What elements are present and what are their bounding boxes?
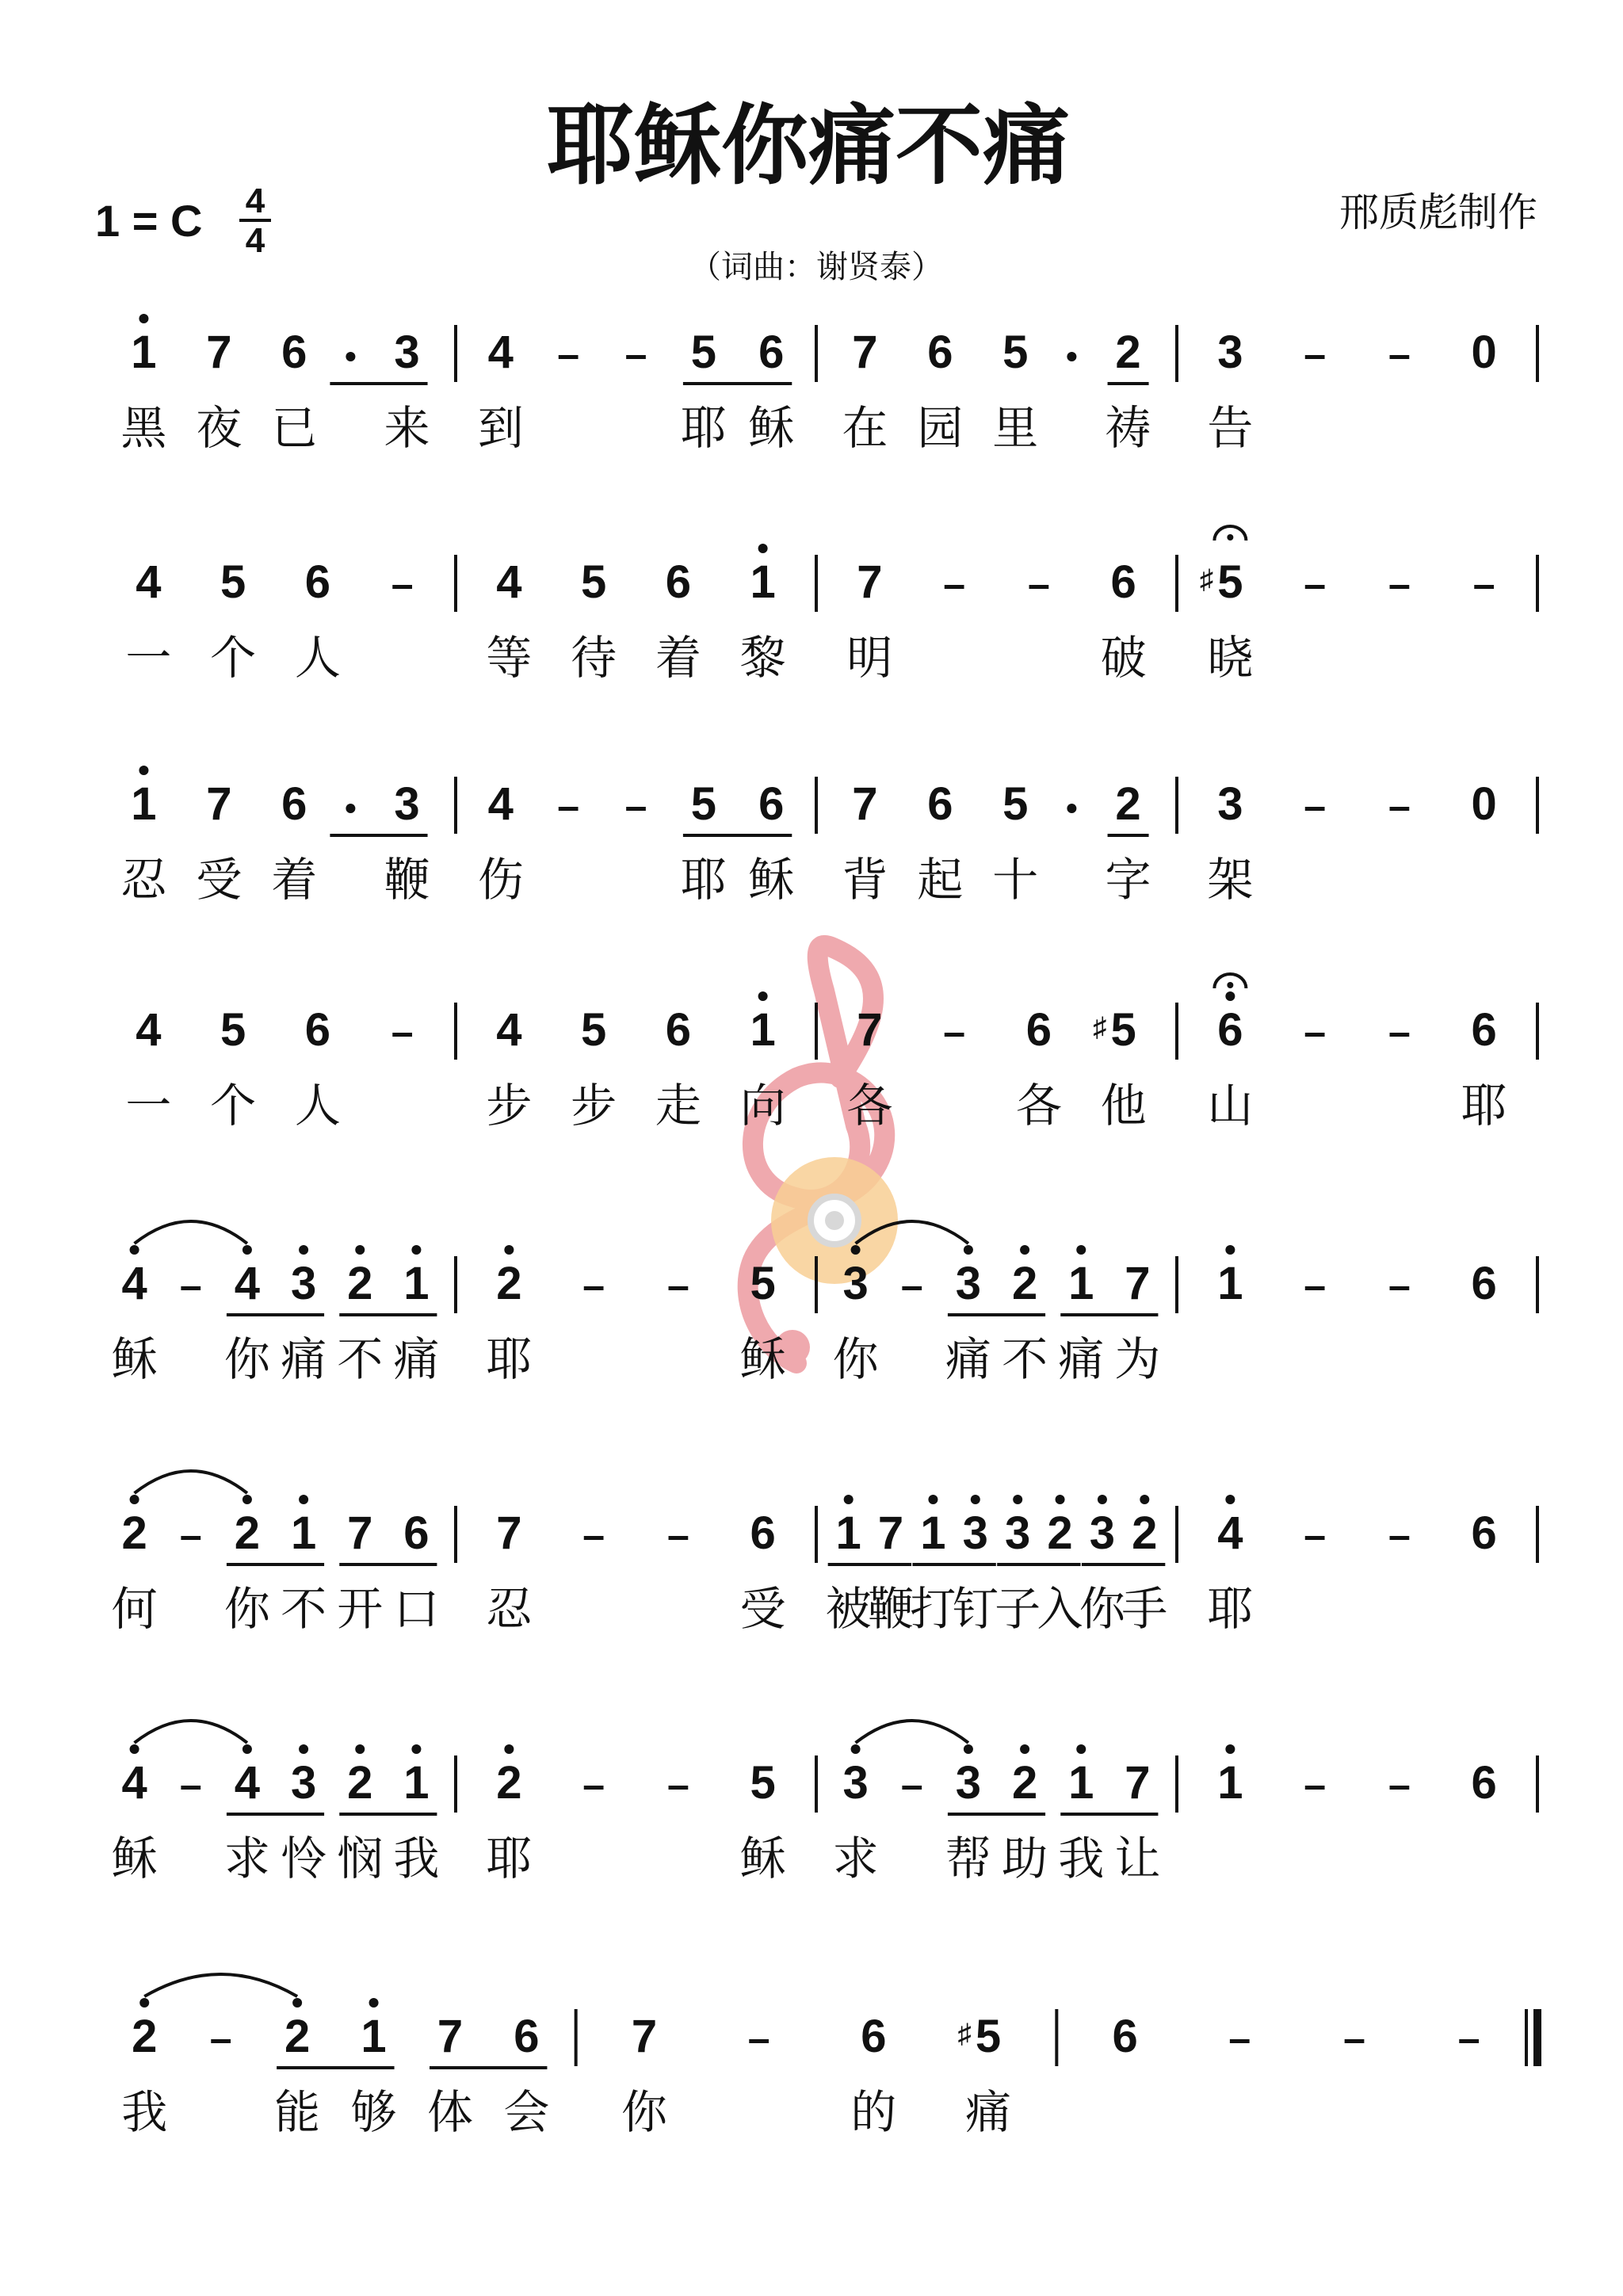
note: 3 — [394, 327, 420, 378]
lyric-char: 手 — [1121, 1582, 1168, 1636]
lyric-char: 不 — [281, 1582, 327, 1636]
high-octave-dot — [299, 1495, 308, 1504]
note: 5 — [1002, 778, 1029, 830]
sharp-sign: ♯ — [1199, 564, 1213, 594]
dash-note: – — [179, 1263, 202, 1308]
lyric-char: 求 — [223, 1832, 270, 1885]
dash-note: – — [209, 2016, 232, 2061]
dash-note: – — [1304, 784, 1327, 828]
note: 6 — [1110, 556, 1136, 608]
note: 6 — [1471, 1258, 1497, 1309]
lyric-char: 个 — [210, 1079, 257, 1133]
high-octave-dot — [504, 1744, 514, 1754]
lyric-char: 到 — [477, 401, 524, 455]
lyric-char: 伤 — [477, 853, 524, 907]
time-signature-bottom: 4 — [245, 221, 265, 260]
note: 4 — [121, 1757, 147, 1809]
note: 3 — [962, 1507, 988, 1559]
note: 3 — [955, 1258, 982, 1309]
lyric-char: 架 — [1207, 853, 1254, 907]
lyric-char: 稣 — [748, 853, 795, 907]
high-octave-dot — [851, 1245, 861, 1255]
dash-note: – — [666, 1763, 689, 1807]
dash-note: – — [1388, 562, 1411, 606]
lyric-char: 里 — [992, 401, 1039, 455]
dash-note: – — [179, 1763, 202, 1807]
note: 7 — [857, 1004, 883, 1056]
high-octave-dot — [1225, 1495, 1235, 1504]
dash-note: – — [1388, 1763, 1411, 1807]
high-octave-dot — [299, 1245, 308, 1255]
credit-text: （词曲：谢贤泰） — [689, 249, 943, 285]
high-octave-dot — [504, 1245, 514, 1255]
note: 4 — [496, 556, 522, 608]
note: 3 — [1217, 778, 1243, 830]
high-octave-dot — [1225, 991, 1235, 1001]
note: 6 — [927, 327, 953, 378]
high-octave-dot — [971, 1495, 980, 1504]
lyric-char: 不 — [337, 1332, 384, 1386]
dash-note: – — [391, 1010, 414, 1054]
dash-note: – — [900, 1763, 923, 1807]
high-octave-dot — [928, 1495, 938, 1504]
note: 7 — [631, 2011, 658, 2062]
lyric-char: 子 — [995, 1582, 1041, 1636]
high-octave-dot — [1013, 1495, 1022, 1504]
note: 2 — [347, 1757, 373, 1809]
high-octave-dot — [242, 1245, 252, 1255]
note: 4 — [136, 556, 162, 608]
note: 1 — [1217, 1258, 1243, 1309]
lyric-char: 帮 — [945, 1832, 991, 1885]
tie-arc — [135, 1471, 247, 1493]
lyric-char: 耶 — [680, 853, 727, 907]
dash-note: – — [1457, 2016, 1480, 2061]
lyric-char: 各 — [846, 1079, 893, 1133]
note: 7 — [877, 1507, 904, 1559]
lyric-char: 你 — [223, 1332, 270, 1386]
note: 1 — [750, 556, 776, 608]
note: 2 — [1011, 1757, 1038, 1809]
lyric-char: 受 — [739, 1582, 786, 1636]
note: 1 — [131, 778, 157, 830]
lyric-char: 体 — [426, 2085, 474, 2139]
lyric-char: 会 — [503, 2085, 550, 2139]
high-octave-dot — [299, 1744, 308, 1754]
lyric-char: 破 — [1100, 631, 1147, 685]
high-octave-dot — [369, 1998, 379, 2008]
lyric-char: 打 — [910, 1582, 957, 1636]
fermata-dot — [1227, 534, 1233, 541]
note: 2 — [284, 2011, 311, 2062]
note: 6 — [1217, 1004, 1243, 1056]
lyric-char: 开 — [337, 1582, 384, 1636]
note: 6 — [750, 1507, 776, 1559]
dash-note: – — [1304, 1010, 1327, 1054]
lyric-char: 痛 — [281, 1332, 327, 1386]
note: 1 — [403, 1757, 430, 1809]
high-octave-dot — [1020, 1245, 1029, 1255]
note: 4 — [487, 327, 514, 378]
tie-arc — [135, 1221, 247, 1244]
dash-note: – — [1388, 1513, 1411, 1557]
note: 1 — [835, 1507, 861, 1559]
lyric-char: 稣 — [111, 1332, 158, 1386]
tie-arc — [144, 1974, 297, 1996]
note: 4 — [234, 1757, 261, 1809]
lyric-char: 悯 — [337, 1832, 384, 1885]
note: 4 — [496, 1004, 522, 1056]
lyric-char: 鞭 — [868, 1582, 915, 1636]
lyric-char: 你 — [1079, 1582, 1125, 1636]
song-title: 耶稣你痛不痛 — [547, 95, 1070, 197]
dash-note: – — [1304, 1763, 1327, 1807]
note: 5 — [1217, 556, 1243, 608]
note: 5 — [690, 327, 717, 378]
tie-arc — [135, 1721, 247, 1743]
lyric-char: 受 — [196, 853, 242, 907]
lyric-char: 在 — [842, 401, 888, 455]
high-octave-dot — [139, 766, 148, 775]
note: 2 — [132, 2011, 158, 2062]
lyric-char: 忍 — [120, 853, 167, 907]
high-octave-dot — [242, 1495, 252, 1504]
lyric-char: 何 — [111, 1582, 158, 1636]
lyric-char: 着 — [271, 853, 318, 907]
note: 7 — [437, 2011, 464, 2062]
note: 5 — [975, 2011, 1002, 2062]
sharp-sign: ♯ — [1093, 1012, 1107, 1042]
high-octave-dot — [1140, 1495, 1149, 1504]
note: 5 — [220, 556, 246, 608]
lyric-char: 我 — [1058, 1832, 1105, 1885]
note: 4 — [136, 1004, 162, 1056]
lyric-char: 痛 — [393, 1332, 440, 1386]
note: 3 — [394, 778, 420, 830]
lyric-char: 着 — [655, 631, 701, 685]
lyric-char: 耶 — [1461, 1079, 1507, 1133]
note: 6 — [1025, 1004, 1052, 1056]
high-octave-dot — [1225, 1245, 1235, 1255]
dash-note: – — [1388, 1010, 1411, 1054]
lyric-char: 鞭 — [384, 853, 430, 907]
lyric-char: 你 — [621, 2085, 668, 2139]
lyric-char: 痛 — [945, 1332, 991, 1386]
note: 6 — [1112, 2011, 1138, 2062]
note: 1 — [750, 1004, 776, 1056]
high-octave-dot — [355, 1744, 365, 1754]
note: 3 — [842, 1757, 869, 1809]
note: 2 — [234, 1507, 261, 1559]
high-octave-dot — [1056, 1495, 1065, 1504]
tie-arc — [856, 1721, 968, 1743]
note: 6 — [1471, 1004, 1497, 1056]
lyric-char: 明 — [846, 631, 893, 685]
lyric-char: 稣 — [739, 1832, 786, 1885]
note: 1 — [920, 1507, 946, 1559]
dash-note: – — [1304, 1263, 1327, 1308]
sharp-sign: ♯ — [957, 2019, 972, 2049]
note: 2 — [496, 1258, 522, 1309]
lyric-char: 稣 — [739, 1332, 786, 1386]
lyric-char: 夜 — [196, 401, 242, 455]
note: 6 — [304, 556, 331, 608]
lyric-char: 求 — [832, 1832, 879, 1885]
dash-note: – — [666, 1513, 689, 1557]
note: 5 — [1002, 327, 1029, 378]
note: 1 — [131, 327, 157, 378]
dash-note: – — [1388, 332, 1411, 376]
lyric-char: 步 — [486, 1079, 533, 1133]
note: 7 — [1125, 1258, 1151, 1309]
lyric-char: 痛 — [964, 2085, 1012, 2139]
lyric-char: 的 — [850, 2085, 897, 2139]
lyric-char: 不 — [1002, 1332, 1048, 1386]
dash-note: – — [1388, 1263, 1411, 1308]
dash-note: – — [582, 1513, 605, 1557]
dash-note: – — [943, 562, 966, 606]
dash-note: – — [582, 1763, 605, 1807]
note: 5 — [750, 1757, 776, 1809]
lyric-char: 一 — [125, 1079, 172, 1133]
lyric-char: 字 — [1105, 853, 1151, 907]
high-octave-dot — [411, 1245, 421, 1255]
lyric-char: 耶 — [486, 1832, 533, 1885]
duration-dot — [346, 352, 355, 361]
dash-note: – — [1304, 1513, 1327, 1557]
note: 3 — [290, 1258, 317, 1309]
dash-note: – — [1304, 562, 1327, 606]
note: 6 — [861, 2011, 887, 2062]
high-octave-dot — [355, 1245, 365, 1255]
dash-note: – — [391, 562, 414, 606]
lyric-char: 耶 — [680, 401, 727, 455]
duration-dot — [346, 804, 355, 813]
note: 6 — [304, 1004, 331, 1056]
high-octave-dot — [130, 1495, 139, 1504]
note: 6 — [514, 2011, 540, 2062]
note: 5 — [580, 1004, 607, 1056]
high-octave-dot — [1225, 1744, 1235, 1754]
dash-note: – — [1027, 562, 1050, 606]
note: 1 — [1068, 1258, 1094, 1309]
lyric-char: 步 — [571, 1079, 617, 1133]
note: 1 — [290, 1507, 317, 1559]
note: 6 — [665, 1004, 692, 1056]
high-octave-dot — [964, 1245, 973, 1255]
note: 6 — [281, 778, 307, 830]
dash-note: – — [1472, 562, 1495, 606]
dash-note: – — [557, 784, 580, 828]
note: 3 — [842, 1258, 869, 1309]
dash-note: – — [900, 1263, 923, 1308]
note: 3 — [1217, 327, 1243, 378]
high-octave-dot — [139, 314, 148, 323]
lyric-char: 耶 — [486, 1332, 533, 1386]
lyric-char: 起 — [917, 853, 964, 907]
dash-note: – — [1228, 2016, 1251, 2061]
lyric-char: 够 — [350, 2085, 397, 2139]
note: 5 — [1110, 1004, 1136, 1056]
lyric-char: 稣 — [111, 1832, 158, 1885]
high-octave-dot — [411, 1744, 421, 1754]
note: 7 — [1125, 1757, 1151, 1809]
lyric-char: 忍 — [486, 1582, 533, 1636]
lyric-char: 稣 — [748, 401, 795, 455]
note: 7 — [206, 778, 232, 830]
note: 6 — [403, 1507, 430, 1559]
high-octave-dot — [964, 1744, 973, 1754]
high-octave-dot — [1020, 1744, 1029, 1754]
disc-center-icon — [825, 1211, 844, 1230]
time-signature-top: 4 — [245, 181, 265, 220]
dash-note: – — [1304, 332, 1327, 376]
note: 5 — [580, 556, 607, 608]
lyric-char: 让 — [1114, 1832, 1161, 1885]
lyric-char: 助 — [1002, 1832, 1048, 1885]
note: 2 — [496, 1757, 522, 1809]
lyric-char: 他 — [1100, 1079, 1147, 1133]
lyric-char: 告 — [1207, 401, 1254, 455]
lyric-char: 已 — [271, 401, 318, 455]
note: 6 — [281, 327, 307, 378]
note: 5 — [220, 1004, 246, 1056]
dash-note: – — [557, 332, 580, 376]
high-octave-dot — [758, 544, 768, 553]
high-octave-dot — [844, 1495, 854, 1504]
note: 2 — [1047, 1507, 1073, 1559]
lyric-char: 能 — [274, 2085, 321, 2139]
lyric-char: 口 — [393, 1582, 440, 1636]
lyric-char: 为 — [1114, 1332, 1161, 1386]
note: 4 — [487, 778, 514, 830]
lyric-char: 祷 — [1105, 401, 1151, 455]
dash-note: – — [943, 1010, 966, 1054]
note: 7 — [857, 556, 883, 608]
note: 6 — [1471, 1757, 1497, 1809]
high-octave-dot — [758, 991, 768, 1001]
dash-note: – — [624, 332, 647, 376]
duration-dot — [1067, 804, 1076, 813]
note: 0 — [1471, 327, 1497, 378]
lyric-char: 个 — [210, 631, 257, 685]
dash-note: – — [179, 1513, 202, 1557]
note: 7 — [852, 327, 878, 378]
note: 7 — [347, 1507, 373, 1559]
high-octave-dot — [1098, 1495, 1107, 1504]
note: 2 — [1115, 327, 1141, 378]
lyric-char: 一 — [125, 631, 172, 685]
lyric-char: 怜 — [281, 1832, 327, 1885]
high-octave-dot — [292, 1998, 302, 2008]
note: 6 — [1471, 1507, 1497, 1559]
note: 4 — [234, 1258, 261, 1309]
key-signature: 1 = C — [95, 196, 203, 246]
high-octave-dot — [130, 1744, 139, 1754]
note: 6 — [665, 556, 692, 608]
note: 3 — [1005, 1507, 1031, 1559]
note: 6 — [758, 327, 785, 378]
high-octave-dot — [139, 1998, 149, 2008]
lyric-char: 你 — [223, 1582, 270, 1636]
lyric-char: 痛 — [1058, 1332, 1105, 1386]
note: 6 — [927, 778, 953, 830]
note: 4 — [1217, 1507, 1243, 1559]
high-octave-dot — [851, 1744, 861, 1754]
dash-note: – — [582, 1263, 605, 1308]
lyric-char: 十 — [992, 853, 1039, 907]
high-octave-dot — [242, 1744, 252, 1754]
lyric-char: 被 — [825, 1582, 872, 1636]
lyric-char: 走 — [655, 1079, 701, 1133]
note: 1 — [1217, 1757, 1243, 1809]
note: 3 — [1089, 1507, 1116, 1559]
dash-note: – — [1343, 2016, 1365, 2061]
lyric-char: 人 — [294, 1079, 341, 1133]
note: 7 — [496, 1507, 522, 1559]
lyric-char: 你 — [832, 1332, 879, 1386]
note: 3 — [290, 1757, 317, 1809]
maker-text: 邢质彪制作 — [1339, 189, 1537, 235]
lyric-char: 晓 — [1207, 631, 1254, 685]
fermata-dot — [1227, 982, 1233, 988]
lyric-char: 我 — [393, 1832, 440, 1885]
note: 1 — [361, 2011, 387, 2062]
note: 2 — [121, 1507, 147, 1559]
dash-note: – — [624, 784, 647, 828]
lyric-char: 入 — [1037, 1582, 1083, 1636]
lyric-char: 背 — [842, 853, 888, 907]
lyric-char: 黑 — [120, 401, 167, 455]
lyric-char: 黎 — [739, 631, 786, 685]
note: 0 — [1471, 778, 1497, 830]
dash-note: – — [666, 1263, 689, 1308]
note: 5 — [690, 778, 717, 830]
note: 1 — [1068, 1757, 1094, 1809]
duration-dot — [1067, 352, 1076, 361]
lyric-char: 钉 — [952, 1582, 999, 1636]
lyric-char: 各 — [1015, 1079, 1062, 1133]
note: 2 — [1132, 1507, 1158, 1559]
note: 2 — [1011, 1258, 1038, 1309]
high-octave-dot — [1076, 1245, 1086, 1255]
lyric-char: 待 — [571, 631, 617, 685]
lyric-char: 我 — [121, 2085, 168, 2139]
lyric-char: 耶 — [1207, 1582, 1254, 1636]
note: 5 — [750, 1258, 776, 1309]
lyric-char: 来 — [384, 401, 430, 455]
note: 4 — [121, 1258, 147, 1309]
high-octave-dot — [1076, 1744, 1086, 1754]
note: 7 — [206, 327, 232, 378]
note: 7 — [852, 778, 878, 830]
lyric-char: 等 — [486, 631, 533, 685]
lyric-char: 人 — [294, 631, 341, 685]
note: 6 — [758, 778, 785, 830]
note: 2 — [1115, 778, 1141, 830]
note: 2 — [347, 1258, 373, 1309]
dash-note: – — [1388, 784, 1411, 828]
lyric-char: 园 — [917, 401, 964, 455]
high-octave-dot — [130, 1245, 139, 1255]
lyric-char: 向 — [739, 1079, 786, 1133]
lyric-char: 山 — [1207, 1079, 1254, 1133]
note: 3 — [955, 1757, 982, 1809]
note: 1 — [403, 1258, 430, 1309]
dash-note: – — [747, 2016, 770, 2061]
